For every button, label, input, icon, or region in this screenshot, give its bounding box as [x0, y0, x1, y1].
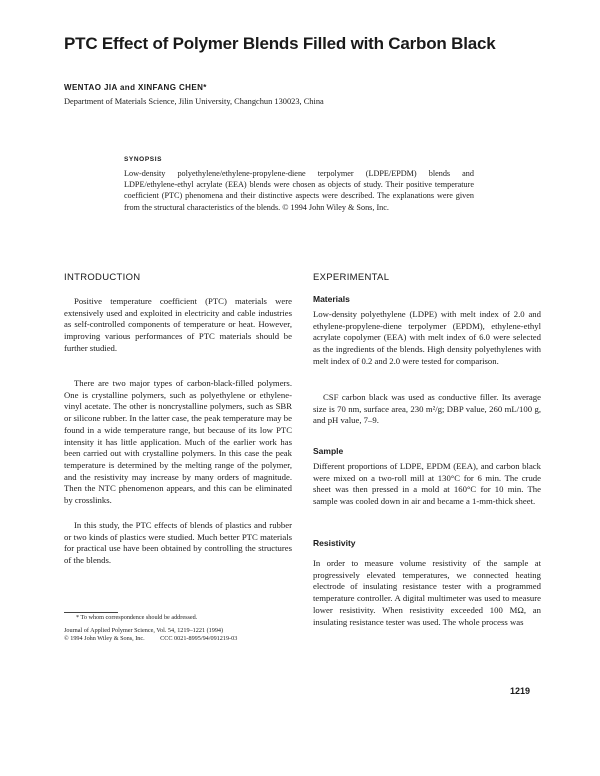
page-number: 1219 — [510, 686, 531, 696]
synopsis-text: Low-density polyethylene/ethylene-propylene-diene terpolymer (LDPE/EPDM) blends and LDPE/ethylene-ethyl acrylate (EEA) blends were chosen as objects of study. Their positive temperature coefficient (PTC) phenomena and their distinctive aspects were described. The explanations were given from the structural characteristics of the blends. © 1994 John Wiley & Sons, Inc. — [124, 169, 474, 212]
materials-heading: Materials — [313, 294, 350, 304]
sample-paragraph: Different proportions of LDPE, EPDM (EEA), and carbon black were mixed on a two-roll mill at 130°C for 6 min. The crude sheet was then pressed in a mold at 160°C for 10 min. The sample was cooled down in air and became a 1-mm-thick sheet. — [313, 461, 541, 507]
experimental-heading: EXPERIMENTAL — [313, 272, 390, 283]
resistivity-heading: Resistivity — [313, 538, 356, 548]
intro-paragraph-1: Positive temperature coefficient (PTC) materials were extensively used and exploited in electricity and cable industries as self-controlled components of temperature or heat. However, improving various performances of PTC materials should be further studied. — [64, 296, 292, 353]
introduction-heading: INTRODUCTION — [64, 272, 141, 283]
footnote-rule — [64, 612, 118, 613]
resistivity-paragraph: In order to measure volume resistivity of the sample at progressively elevated temperatures, we connected heating electrode of insulating resistance tester with a programmed temperature controller. A digital multimeter was used to measure lower resistivity. When resistivity exceeded 100 MΩ, an insulating resistance tester was used. The whole process was — [313, 558, 541, 627]
affiliation: Department of Materials Science, Jilin University, Changchun 130023, China — [64, 97, 324, 106]
materials-paragraph-1: Low-density polyethylene (LDPE) with melt index of 2.0 and ethylene-propylene-diene terpolymer (EPDM), ethylene-ethyl acrylate copolymer (EEA) with melt index of 6.0 were selected as the ingredients of the blends. High density polyethylenes with melt index of 0.2 and 2.0 were tested for comparison. — [313, 309, 541, 366]
authors: WENTAO JIA and XINFANG CHEN* — [64, 83, 207, 92]
materials-paragraph-2: CSF carbon black was used as conductive filler. Its average size is 70 nm, surface area, 230 m²/g; DBP value, 260 mL/100 g, and pH value, 7–9. — [313, 392, 541, 426]
footnote-copyright: © 1994 John Wiley & Sons, Inc. CCC 0021-8995/94/091219-03 — [64, 635, 238, 642]
synopsis-heading: SYNOPSIS — [124, 156, 163, 163]
sample-heading: Sample — [313, 446, 344, 456]
intro-paragraph-3: In this study, the PTC effects of blends of plastics and rubber or two kinds of plastics were studied. Much better PTC materials for practical use have been obtained by controlling the structures of the blends. — [64, 520, 292, 566]
paper-title: PTC Effect of Polymer Blends Filled with Carbon Black — [64, 34, 496, 53]
footnote-correspondence: * To whom correspondence should be addressed. — [76, 614, 198, 621]
intro-paragraph-2: There are two major types of carbon-black-filled polymers. One is crystalline polymers, such as polyethylene or ethylene-vinyl acetate. The other is noncrystalline polymers, such as SBR or silicone rubber. In the latter case, the peak temperature may be found in a wide temperature range, but because of its low PTC intensity it has little application. Much of the earlier work has been carried out with crystalline polymers. In this case the peak temperature is determined by the melting range of the polymer, and the resistivity may increase by many orders of magnitude. Then the NTC phenomenon appears, and this can be eliminated by crosslinks. — [64, 378, 292, 506]
footnote-journal: Journal of Applied Polymer Science, Vol. 54, 1219–1221 (1994) — [64, 627, 224, 634]
